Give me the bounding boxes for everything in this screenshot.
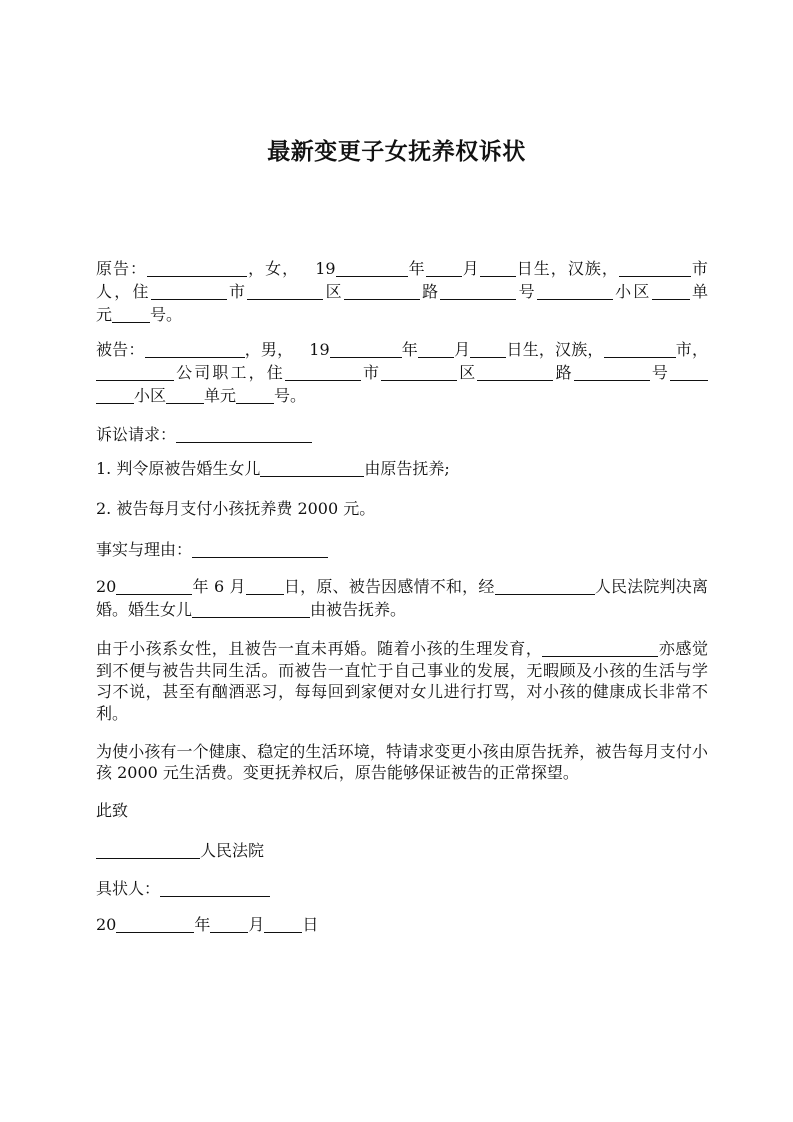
filing-day-blank (264, 918, 302, 933)
facts-paragraph-1 (96, 575, 708, 621)
facts-paragraph-3 (96, 741, 708, 783)
plaintiff-city-blank (151, 285, 227, 300)
plaintiff-info (96, 257, 708, 326)
divorce-month: 年 6 月 (192, 577, 246, 596)
defendant-label: 被告： (96, 340, 145, 359)
addressee-court-blank (96, 844, 200, 859)
plaintiff-birth-day-blank (480, 262, 516, 277)
plaintiff-district-unit: 区 (323, 282, 344, 301)
defendant-room-blank (236, 389, 274, 404)
facts-heading-line (96, 538, 708, 561)
facts-p1-line-2 (96, 598, 708, 621)
defendant-district-blank (381, 366, 457, 381)
filing-year-blank (116, 918, 194, 933)
signer-label: 具状人： (96, 879, 161, 898)
defendant-road-blank (477, 366, 553, 381)
facts-daughter-name-blank (192, 603, 310, 618)
filing-day-unit: 日 (302, 915, 319, 934)
plaintiff-city-unit: 市 (226, 282, 248, 301)
defendant-name-blank (145, 343, 245, 358)
facts-p2-line-1-prefix: 由于小孩系女性，且被告一直未再婚。随着小孩的生理发育， (96, 639, 543, 658)
plaintiff-name-blank (147, 262, 247, 277)
plaintiff-road-blank (344, 285, 420, 300)
filing-year-unit: 年 (194, 915, 211, 934)
plaintiff-birth-century: 19 (315, 259, 336, 278)
defendant-city-unit: 市 (360, 363, 382, 382)
defendant-city-blank (285, 366, 361, 381)
defendant-company-blank (96, 366, 174, 381)
plaintiff-birth-month-blank (426, 262, 462, 277)
defendant-birth-century: 19 (309, 340, 330, 359)
facts-p2-line-3: 习不说，甚至有酗酒恶习，每每回到家便对女儿进行打骂，对小孩的健康成长非常不 (96, 682, 708, 701)
divorce-century: 20 (96, 577, 117, 596)
facts-p1-line-2-suffix: 由被告抚养。 (310, 600, 407, 619)
defendant-number-unit: 号 (649, 363, 670, 382)
defendant-road-unit: 路 (553, 363, 574, 382)
claims-heading-line (96, 423, 708, 446)
defendant-born-ethnicity: 日生，汉族， (506, 340, 604, 359)
facts-p2-line-1-suffix: 亦感觉 (658, 639, 708, 658)
facts-p2-line-4: 利。 (96, 703, 129, 723)
plaintiff-community-blank (537, 285, 613, 300)
defendant-community-unit: 小区 (134, 386, 167, 405)
divorce-court-text: 人民法院判决离 (594, 577, 708, 596)
defendant-birth-year-blank (330, 343, 402, 358)
facts-p3-line-2: 孩 2000 元生活费。变更抚养权后，原告能够保证被告的正常探望。 (96, 763, 579, 782)
divorce-judgment-text: 日，原、被告因感情不和，经 (283, 577, 495, 596)
filing-date-line (96, 913, 708, 936)
facts-p2-line-1 (96, 638, 708, 660)
document-title: 最新变更子女抚养权诉状 (267, 138, 526, 165)
plaintiff-number-blank (440, 285, 516, 300)
claim-item-1-suffix: 由原告抚养; (364, 459, 450, 478)
plaintiff-district-blank (247, 285, 323, 300)
plaintiff-unit-part-a: 单 (689, 282, 708, 301)
filing-month-blank (210, 918, 248, 933)
plaintiff-road-unit: 路 (419, 282, 441, 301)
daughter-name-blank (260, 462, 364, 477)
claim-item-1-prefix: 1. 判令原被告婚生女儿 (96, 459, 261, 478)
divorce-day-blank (246, 580, 284, 595)
facts-heading: 事实与理由： (96, 540, 193, 559)
defendant-room-unit: 号。 (274, 386, 307, 405)
plaintiff-year-unit: 年 (407, 259, 426, 278)
divorce-year-blank (116, 580, 192, 595)
defendant-info (96, 338, 708, 407)
plaintiff-line-2 (96, 280, 708, 303)
claims-heading: 诉讼请求： (96, 425, 177, 444)
facts-p3-line-1: 为使小孩有一个健康、稳定的生活环境，特请求变更小孩由原告抚养，被告每月支付小 (96, 742, 708, 761)
addressee-court: 人民法院 (200, 841, 265, 860)
filing-month-unit: 月 (248, 915, 265, 934)
claim-item-2 (96, 497, 708, 520)
plaintiff-unit-blank (652, 285, 690, 300)
plaintiff-origin-city-blank (619, 262, 691, 277)
facts-p1-line-2-prefix: 婚。婚生女儿 (96, 600, 193, 619)
plaintiff-born-ethnicity: 日生，汉族， (515, 259, 619, 278)
defendant-origin-city-unit: 市， (675, 340, 708, 359)
addressee-court-line (96, 839, 708, 862)
defendant-district-unit: 区 (457, 363, 478, 382)
defendant-line-3 (96, 384, 708, 407)
facts-heading-blank (192, 543, 328, 558)
facts-paragraph-2 (96, 638, 708, 724)
plaintiff-number-unit: 号 (516, 282, 537, 301)
salutation: 此致 (96, 801, 129, 820)
plaintiff-gender: ，女， (247, 259, 300, 278)
signer-line (96, 877, 708, 900)
defendant-origin-city-blank (604, 343, 676, 358)
claim-item-1 (96, 457, 708, 480)
plaintiff-community-unit: 小区 (612, 282, 652, 301)
plaintiff-line-3 (96, 303, 708, 326)
defendant-community-blank-a (670, 366, 708, 381)
defendant-birth-month-blank (418, 343, 454, 358)
facts-p1-line-1 (96, 575, 708, 598)
plaintiff-room-blank (112, 308, 150, 323)
plaintiff-residence-label: 人，住 (96, 282, 151, 301)
signer-blank (160, 882, 270, 897)
filing-date-century: 20 (96, 915, 117, 934)
claim-item-2-text: 2. 被告每月支付小孩抚养费 2000 元。 (96, 499, 376, 518)
plaintiff-unit-part-b: 元 (96, 305, 113, 324)
defendant-line-2 (96, 361, 708, 384)
facts-p2-blank (542, 642, 658, 657)
defendant-line-1 (96, 338, 708, 361)
defendant-employer-label: 公司职工，住 (174, 363, 285, 382)
plaintiff-month-unit: 月 (461, 259, 480, 278)
defendant-birth-day-blank (470, 343, 506, 358)
defendant-year-unit: 年 (401, 340, 418, 359)
claims-heading-blank (176, 428, 312, 443)
defendant-unit-blank (166, 389, 204, 404)
defendant-gender: ，男， (244, 340, 294, 359)
plaintiff-line-1 (96, 257, 708, 280)
defendant-month-unit: 月 (453, 340, 471, 359)
defendant-number-blank (574, 366, 650, 381)
facts-p2-line-2: 到不便与被告共同生活。而被告一直忙于自己事业的发展，无暇顾及小孩的生活与学 (96, 660, 708, 680)
plaintiff-label: 原告： (96, 259, 148, 278)
document-body (96, 257, 708, 936)
plaintiff-birth-year-blank (336, 262, 408, 277)
defendant-unit-unit: 单元 (204, 386, 237, 405)
plaintiff-room-unit: 号。 (150, 305, 183, 324)
defendant-community-blank-b (96, 389, 134, 404)
divorce-court-blank (495, 580, 595, 595)
plaintiff-origin-city-unit: 市 (690, 259, 708, 278)
